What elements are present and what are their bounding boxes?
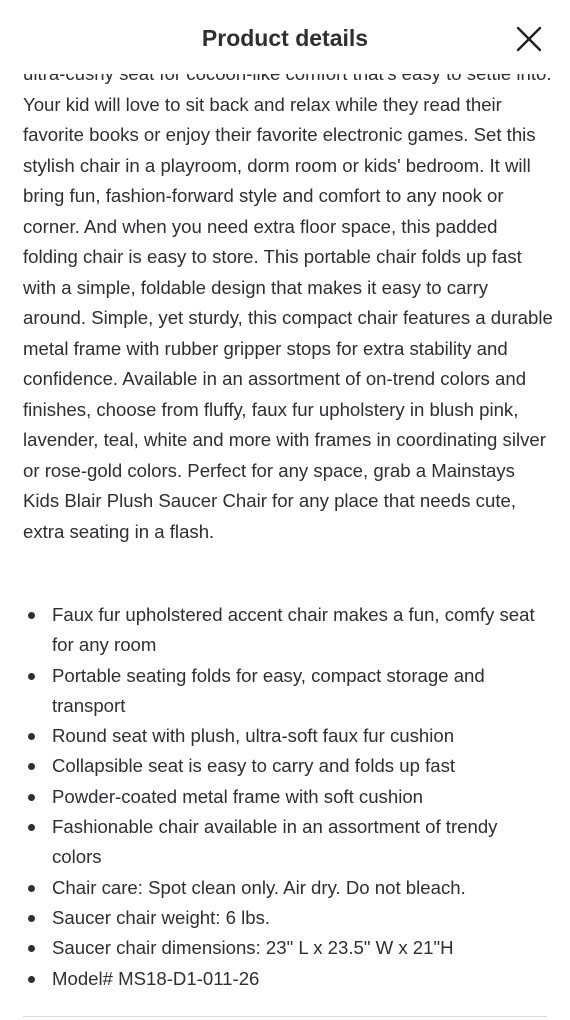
bullet-icon	[28, 824, 35, 831]
list-item	[0, 903, 570, 933]
list-item	[0, 782, 570, 812]
list-item	[0, 721, 570, 751]
bullet-icon	[28, 885, 35, 892]
close-icon	[512, 22, 546, 56]
close-button[interactable]	[512, 22, 546, 56]
list-item	[0, 964, 570, 994]
feature-text: Faux fur upholstered accent chair makes a fun, comfy seat for any room	[52, 604, 535, 656]
list-item	[0, 661, 570, 722]
feature-text: Saucer chair weight: 6 lbs.	[52, 906, 271, 928]
feature-text: Saucer chair dimensions: 23" L x 23.5" W x 21"H	[52, 937, 454, 959]
bullet-icon	[28, 733, 35, 740]
product-description: Your kid will love to sit back and relax while they read their favorite books or enjoy their favorite electronic games. Set this stylish chair in a playroom, dorm room or kids' bedroom. It will bring fun, fashion-forward style and comfort to any nook or corner. And when you need extra floor space, this padded folding chair is easy to store. This portable chair folds up fast with a simple, foldable design that makes it easy to carry around. Simple, yet sturdy, this compact chair features a durable metal frame with rubber gripper stops for extra stability and confidence. Available in an assortment of on-trend colors and finishes, choose from fluffy, faux fur upholstery in blush pink, lavender, teal, white and more with frames in coordinating silver or rose-gold colors. Perfect for any space, grab a Mainstays Kids Blair Plush Saucer Chair for any place that needs cute, extra seating in a flash.	[23, 93, 553, 542]
feature-text: Powder-coated metal frame with soft cushion	[52, 785, 424, 807]
feature-text: Round seat with plush, ultra-soft faux fur cushion	[52, 725, 455, 747]
bullet-icon	[28, 763, 35, 770]
list-item	[0, 812, 570, 873]
bullet-icon	[28, 976, 35, 983]
bottom-divider	[23, 1016, 547, 1017]
modal-header	[0, 0, 570, 74]
bullet-icon	[28, 673, 35, 680]
bullet-icon	[28, 915, 35, 922]
bullet-icon	[28, 612, 35, 619]
bullet-icon	[28, 794, 35, 801]
feature-text: Collapsible seat is easy to carry and folds up fast	[52, 755, 456, 777]
page-title: Product details	[201, 25, 369, 51]
bullet-icon	[28, 945, 35, 952]
list-item	[0, 751, 570, 781]
feature-text: Chair care: Spot clean only. Air dry. Do not bleach.	[52, 876, 466, 898]
list-item	[0, 600, 570, 661]
feature-text: Model# MS18-D1-011-26	[52, 967, 260, 989]
feature-text: Fashionable chair available in an assortment of trendy colors	[52, 816, 498, 868]
feature-text: Portable seating folds for easy, compact storage and transport	[52, 664, 485, 716]
feature-list	[0, 600, 570, 994]
list-item	[0, 873, 570, 903]
list-item	[0, 933, 570, 963]
